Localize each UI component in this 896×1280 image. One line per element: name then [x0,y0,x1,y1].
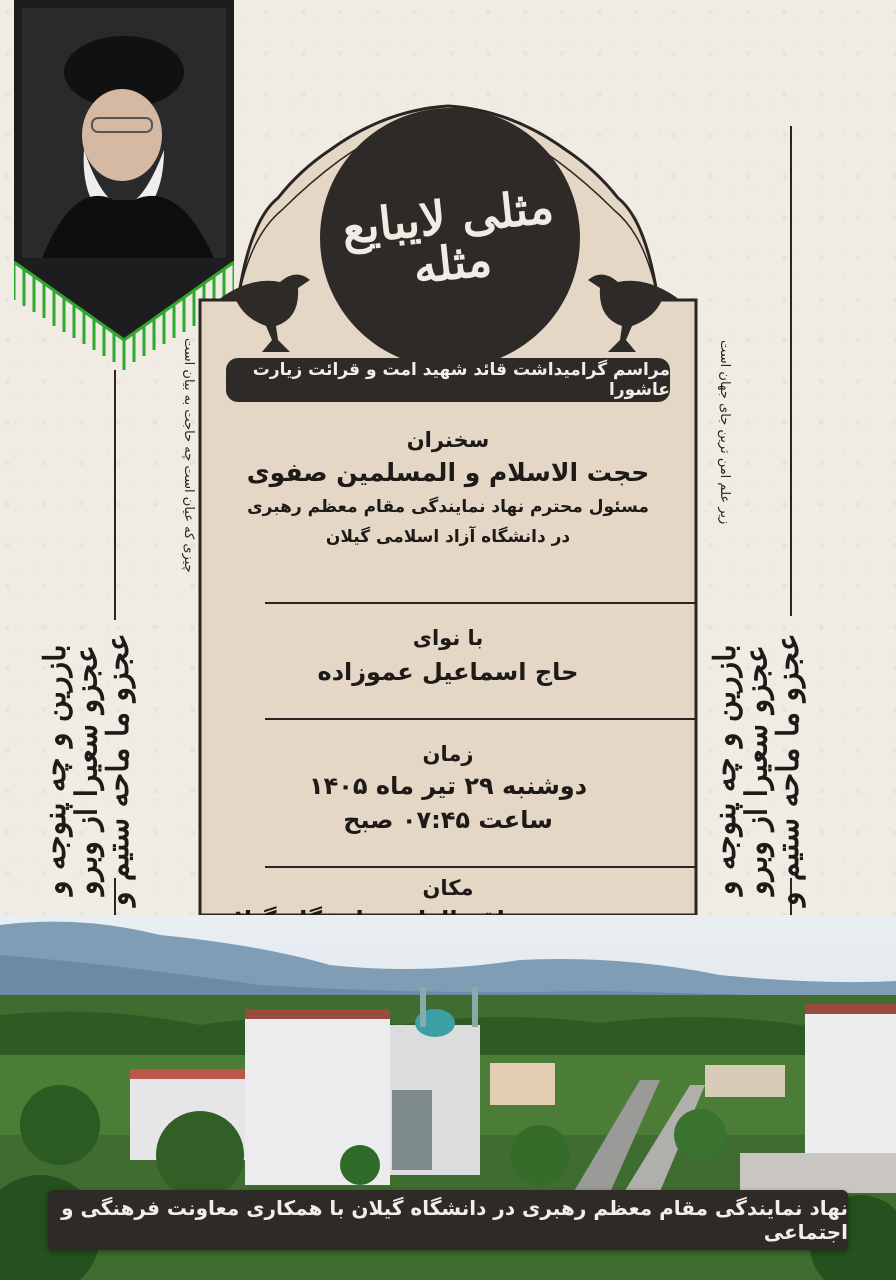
speaker-name: حجت الاسلام و المسلمین صفوی [246,458,650,487]
time-section [200,742,696,834]
calligraphy-right: بازرین و چه پنوجه و عجزو سعیرا از وبرو عجزو ما ماحه ستیم و [708,633,806,907]
calligraphy-left: بازرین و چه پنوجه و عجزو سعیرا از وبرو عجزو ما ماحه ستیم و [38,633,136,907]
divider [265,602,697,604]
speaker-heading: سخنران [406,428,490,452]
event-date: دوشنبه ۲۹ تیر ماه ۱۴۰۵ [308,772,588,800]
event-hour: ساعت ۰۷:۴۵ صبح [343,806,553,834]
divider [265,866,697,868]
side-poem-right: زیر علم امن ترین جای جهان است [717,340,732,525]
reciter-name: حاج اسماعیل عموزاده [317,658,579,686]
divider [265,718,697,720]
ceremony-title: مراسم گرامیداشت قائد شهید امت و قرائت زیارت عاشورا [252,360,670,400]
reciter-section [200,626,696,686]
speaker-role: مسئول محترم نهاد نمایندگی مقام معظم رهبری [247,497,649,517]
footer-bar [48,1190,848,1250]
reciter-heading: با نوای [412,626,484,650]
time-heading: زمان [422,742,474,766]
speaker-org: در دانشگاه آزاد اسلامی گیلان [325,527,571,547]
footer-text: نهاد نمایندگی مقام معظم رهبری در دانشگاه گیلان با همکاری معاونت فرهنگی و اجتماعی [61,1196,848,1244]
slogan-calligraphy: مثلی لایبایع مثله [339,179,556,294]
ceremony-title-bar [226,358,670,402]
place-heading: مکان [422,876,474,900]
side-poem-left: چیزی که عیان است چه حاجت به بیان است [181,338,196,573]
speaker-section [200,428,696,547]
